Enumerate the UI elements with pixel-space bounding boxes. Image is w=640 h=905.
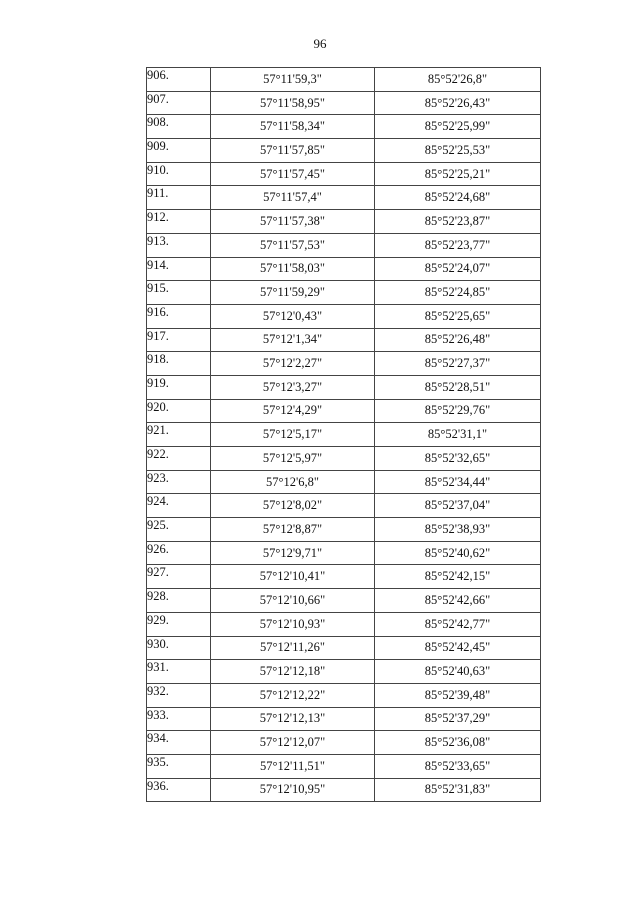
point-number-cell: 932. bbox=[147, 683, 211, 707]
point-number-cell: 909. bbox=[147, 139, 211, 163]
latitude-cell: 57°12'0,43" bbox=[211, 304, 375, 328]
point-number-cell: 915. bbox=[147, 281, 211, 305]
longitude-cell: 85°52'25,21" bbox=[375, 162, 541, 186]
latitude-cell: 57°12'4,29" bbox=[211, 399, 375, 423]
longitude-cell: 85°52'40,62" bbox=[375, 541, 541, 565]
point-number-cell: 925. bbox=[147, 518, 211, 542]
longitude-cell: 85°52'29,76" bbox=[375, 399, 541, 423]
longitude-cell: 85°52'37,04" bbox=[375, 494, 541, 518]
longitude-cell: 85°52'37,29" bbox=[375, 707, 541, 731]
point-number-cell: 916. bbox=[147, 304, 211, 328]
table-row bbox=[147, 518, 541, 542]
point-number-cell: 927. bbox=[147, 565, 211, 589]
point-number-cell: 935. bbox=[147, 754, 211, 778]
latitude-cell: 57°12'6,8" bbox=[211, 470, 375, 494]
table-row bbox=[147, 139, 541, 163]
longitude-cell: 85°52'25,65" bbox=[375, 304, 541, 328]
table-row bbox=[147, 233, 541, 257]
table-row bbox=[147, 754, 541, 778]
longitude-cell: 85°52'26,8" bbox=[375, 68, 541, 92]
point-number-cell: 921. bbox=[147, 423, 211, 447]
coordinates-table bbox=[146, 67, 541, 802]
longitude-cell: 85°52'31,83" bbox=[375, 778, 541, 802]
table-row bbox=[147, 636, 541, 660]
point-number-cell: 913. bbox=[147, 233, 211, 257]
longitude-cell: 85°52'31,1" bbox=[375, 423, 541, 447]
latitude-cell: 57°12'8,87" bbox=[211, 518, 375, 542]
point-number-cell: 936. bbox=[147, 778, 211, 802]
table-row bbox=[147, 778, 541, 802]
latitude-cell: 57°12'10,41" bbox=[211, 565, 375, 589]
latitude-cell: 57°11'57,53" bbox=[211, 233, 375, 257]
latitude-cell: 57°11'59,3" bbox=[211, 68, 375, 92]
point-number-cell: 914. bbox=[147, 257, 211, 281]
latitude-cell: 57°11'57,85" bbox=[211, 139, 375, 163]
point-number-cell: 934. bbox=[147, 731, 211, 755]
point-number-cell: 910. bbox=[147, 162, 211, 186]
latitude-cell: 57°12'5,17" bbox=[211, 423, 375, 447]
point-number-cell: 926. bbox=[147, 541, 211, 565]
table-row bbox=[147, 707, 541, 731]
longitude-cell: 85°52'42,45" bbox=[375, 636, 541, 660]
latitude-cell: 57°12'5,97" bbox=[211, 447, 375, 471]
point-number-cell: 933. bbox=[147, 707, 211, 731]
longitude-cell: 85°52'28,51" bbox=[375, 375, 541, 399]
point-number-cell: 924. bbox=[147, 494, 211, 518]
latitude-cell: 57°12'10,95" bbox=[211, 778, 375, 802]
point-number-cell: 918. bbox=[147, 352, 211, 376]
latitude-cell: 57°11'57,38" bbox=[211, 210, 375, 234]
longitude-cell: 85°52'40,63" bbox=[375, 660, 541, 684]
latitude-cell: 57°12'10,93" bbox=[211, 612, 375, 636]
latitude-cell: 57°12'8,02" bbox=[211, 494, 375, 518]
longitude-cell: 85°52'42,15" bbox=[375, 565, 541, 589]
table-row bbox=[147, 304, 541, 328]
latitude-cell: 57°11'57,45" bbox=[211, 162, 375, 186]
point-number-cell: 929. bbox=[147, 612, 211, 636]
table-row bbox=[147, 589, 541, 613]
table-row bbox=[147, 399, 541, 423]
table-row bbox=[147, 565, 541, 589]
table-row bbox=[147, 731, 541, 755]
point-number-cell: 907. bbox=[147, 91, 211, 115]
longitude-cell: 85°52'23,87" bbox=[375, 210, 541, 234]
longitude-cell: 85°52'36,08" bbox=[375, 731, 541, 755]
table-row bbox=[147, 375, 541, 399]
longitude-cell: 85°52'42,66" bbox=[375, 589, 541, 613]
latitude-cell: 57°12'2,27" bbox=[211, 352, 375, 376]
longitude-cell: 85°52'42,77" bbox=[375, 612, 541, 636]
latitude-cell: 57°11'59,29" bbox=[211, 281, 375, 305]
latitude-cell: 57°12'1,34" bbox=[211, 328, 375, 352]
longitude-cell: 85°52'38,93" bbox=[375, 518, 541, 542]
latitude-cell: 57°12'9,71" bbox=[211, 541, 375, 565]
latitude-cell: 57°12'3,27" bbox=[211, 375, 375, 399]
latitude-cell: 57°12'12,07" bbox=[211, 731, 375, 755]
table-row bbox=[147, 328, 541, 352]
table-row bbox=[147, 494, 541, 518]
table-row bbox=[147, 281, 541, 305]
latitude-cell: 57°12'12,22" bbox=[211, 683, 375, 707]
point-number-cell: 911. bbox=[147, 186, 211, 210]
latitude-cell: 57°12'11,51" bbox=[211, 754, 375, 778]
longitude-cell: 85°52'26,48" bbox=[375, 328, 541, 352]
point-number-cell: 919. bbox=[147, 375, 211, 399]
latitude-cell: 57°11'58,34" bbox=[211, 115, 375, 139]
table-row bbox=[147, 612, 541, 636]
latitude-cell: 57°11'58,95" bbox=[211, 91, 375, 115]
latitude-cell: 57°11'58,03" bbox=[211, 257, 375, 281]
table-row bbox=[147, 423, 541, 447]
table-row bbox=[147, 683, 541, 707]
point-number-cell: 931. bbox=[147, 660, 211, 684]
longitude-cell: 85°52'32,65" bbox=[375, 447, 541, 471]
table-row bbox=[147, 186, 541, 210]
table-row bbox=[147, 352, 541, 376]
point-number-cell: 923. bbox=[147, 470, 211, 494]
table-row bbox=[147, 470, 541, 494]
table-row bbox=[147, 91, 541, 115]
table-row bbox=[147, 68, 541, 92]
longitude-cell: 85°52'34,44" bbox=[375, 470, 541, 494]
longitude-cell: 85°52'25,99" bbox=[375, 115, 541, 139]
table-row bbox=[147, 257, 541, 281]
latitude-cell: 57°12'11,26" bbox=[211, 636, 375, 660]
table-row bbox=[147, 541, 541, 565]
point-number-cell: 912. bbox=[147, 210, 211, 234]
latitude-cell: 57°11'57,4" bbox=[211, 186, 375, 210]
longitude-cell: 85°52'24,07" bbox=[375, 257, 541, 281]
point-number-cell: 908. bbox=[147, 115, 211, 139]
point-number-cell: 906. bbox=[147, 68, 211, 92]
page-number: 96 bbox=[313, 36, 327, 51]
longitude-cell: 85°52'24,85" bbox=[375, 281, 541, 305]
point-number-cell: 920. bbox=[147, 399, 211, 423]
point-number-cell: 930. bbox=[147, 636, 211, 660]
longitude-cell: 85°52'33,65" bbox=[375, 754, 541, 778]
point-number-cell: 928. bbox=[147, 589, 211, 613]
latitude-cell: 57°12'12,18" bbox=[211, 660, 375, 684]
latitude-cell: 57°12'12,13" bbox=[211, 707, 375, 731]
longitude-cell: 85°52'25,53" bbox=[375, 139, 541, 163]
point-number-cell: 922. bbox=[147, 447, 211, 471]
latitude-cell: 57°12'10,66" bbox=[211, 589, 375, 613]
table-row bbox=[147, 210, 541, 234]
longitude-cell: 85°52'24,68" bbox=[375, 186, 541, 210]
table-row bbox=[147, 660, 541, 684]
table-row bbox=[147, 447, 541, 471]
longitude-cell: 85°52'39,48" bbox=[375, 683, 541, 707]
longitude-cell: 85°52'26,43" bbox=[375, 91, 541, 115]
coordinates-table-body bbox=[147, 68, 541, 802]
table-row bbox=[147, 162, 541, 186]
table-row bbox=[147, 115, 541, 139]
longitude-cell: 85°52'23,77" bbox=[375, 233, 541, 257]
point-number-cell: 917. bbox=[147, 328, 211, 352]
longitude-cell: 85°52'27,37" bbox=[375, 352, 541, 376]
